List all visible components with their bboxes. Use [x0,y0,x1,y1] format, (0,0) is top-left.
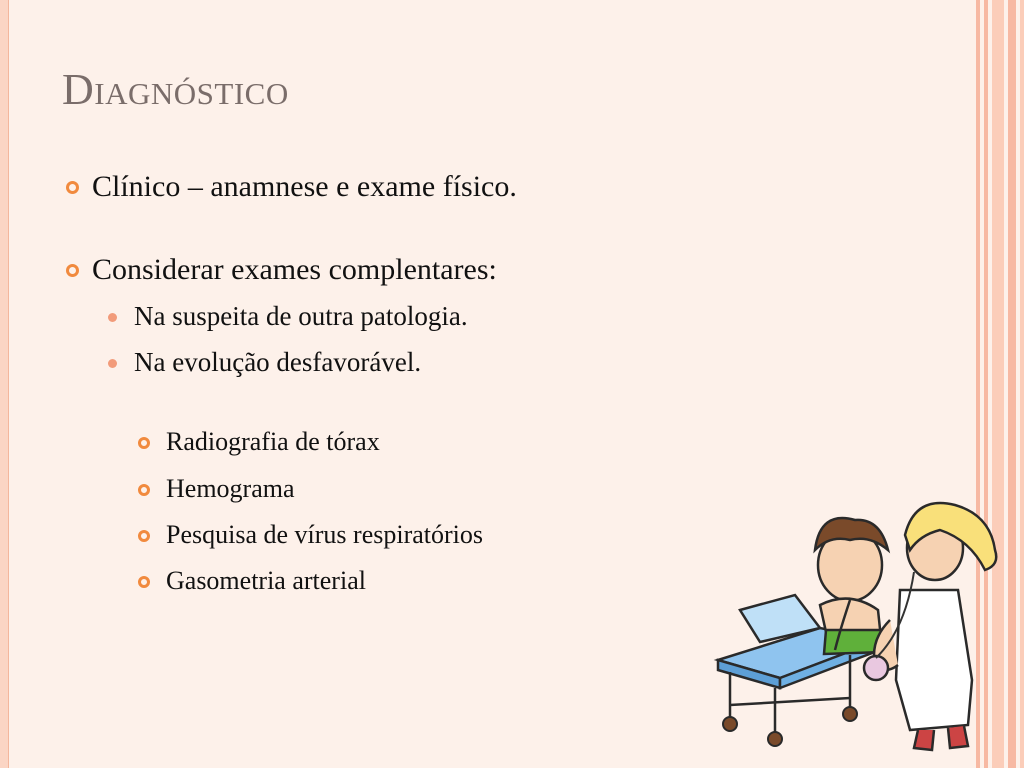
sub-sub-bullet-item: Hemograma [166,474,295,503]
sub-bullet-item: Na suspeita de outra patologia. [134,301,468,331]
sub-sub-bullet-item: Pesquisa de vírus respiratórios [166,520,484,549]
left-border-decoration [0,0,9,768]
bullet-ring-icon [66,264,79,277]
sub-sub-bullet-item: Gasometria arterial [166,566,366,595]
sub-sub-bullet-item: Radiografia de tórax [166,427,380,456]
bullet-ring-icon [138,437,150,449]
bullet-ring-icon [138,484,150,496]
doctor-examining-child-illustration [700,480,1000,760]
bullet-ring-icon [66,181,79,194]
bullet-ring-icon [138,576,150,588]
slide-title: Diagnóstico [62,65,289,114]
bullet-ring-icon [138,530,150,542]
bullet-item: Clínico – anamnese e exame físico. [92,170,517,203]
sub-bullet-item: Na evolução desfavorável. [134,347,422,377]
bullet-dot-icon [108,313,117,322]
bullet-dot-icon [108,359,117,368]
bullet-item: Considerar exames complentares: [92,253,497,286]
